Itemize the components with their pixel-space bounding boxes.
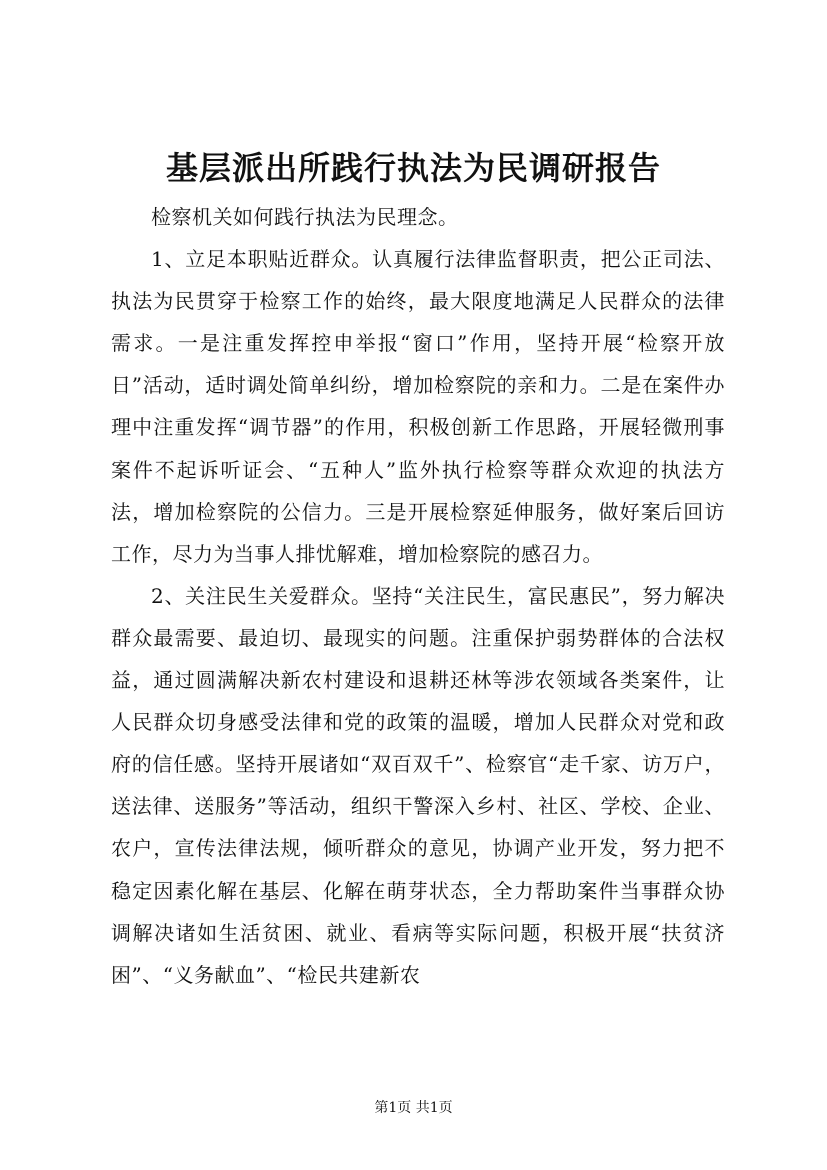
document-body [111, 196, 725, 996]
paragraph-intro: 检察机关如何践行执法为民理念。 [151, 205, 459, 229]
paragraph-2: 2、关注民生关爱群众。坚持“关注民生，富民惠民”，努力解决群众最需要、最迫切、最现实的问题。注重保护弱势群体的合法权益，通过圆满解决新农村建设和退耕还林等涉农领域各类案件，让人民群众切身感受法律和党的政策的温暖，增加人民群众对党和政府的信任感。坚持开展诸如“双百双千”、检察官“走千家、访万户，送法律、送服务”等活动，组织干警深入乡村、社区、学校、企业、农户，宣传法律法规，倾听群众的意见，协调产业开发，努力把不稳定因素化解在基层、化解在萌芽状态，全力帮助案件当事群众协调解决诸如生活贫困、就业、看病等实际问题，积极开展“扶贫济困”、“义务献血”、“检民共建新农 [111, 583, 725, 987]
page-footer: 第1页 共1页 [374, 1100, 453, 1116]
paragraph-1: 1、立足本职贴近群众。认真履行法律监督职责，把公正司法、执法为民贯穿于检察工作的始终，最大限度地满足人民群众的法律需求。一是注重发挥控申举报“窗口”作用，坚持开展“检察开放日”活动，适时调处简单纠纷，增加检察院的亲和力。二是在案件办理中注重发挥“调节器”的作用，积极创新工作思路，开展轻微刑事案件不起诉听证会、“五种人”监外执行检察等群众欢迎的执法方法，增加检察院的公信力。三是开展检察延伸服务，做好案后回访工作，尽力为当事人排忧解难，增加检察院的感召力。 [111, 247, 725, 566]
document-title: 基层派出所践行执法为民调研报告 [165, 149, 661, 187]
